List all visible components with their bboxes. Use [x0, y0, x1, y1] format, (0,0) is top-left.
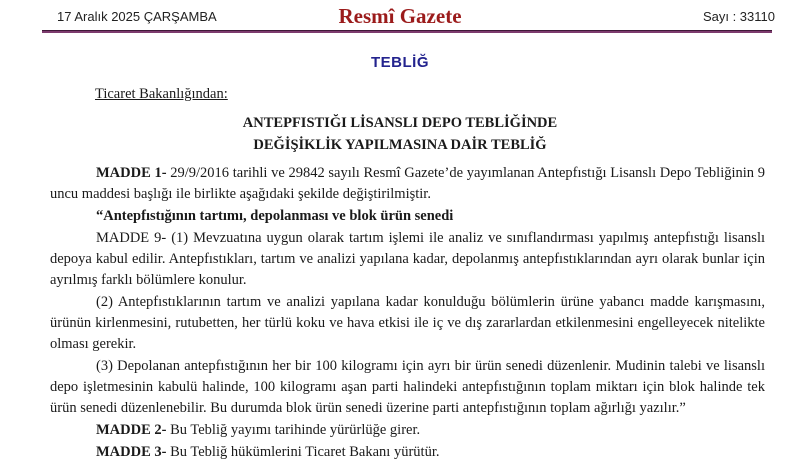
paragraph-madde-3: [50, 442, 765, 463]
paragraph-text: (3) Depolanan antepfıstığının her bir 100 kilogramı için ayrı bir ürün senedi düzenlenir. Mudinin talebi ve lisanslı depo işletmesinin kabulü halinde, 100 kilogramı aşan parti halindeki antepfıstığının toplam miktarı için blok halinde tek ürün senedi düzenlenebilir. Bu durumda blok ürün senedi üzerine parti antepfıstığının toplam ağırlığı yazılır.”: [50, 358, 765, 416]
paragraph-lead: MADDE 2-: [96, 422, 167, 438]
decree-title-line2: DEĞİŞİKLİK YAPILMASINA DAİR TEBLİĞ: [253, 137, 547, 153]
paragraph-lead: MADDE 1-: [96, 165, 167, 181]
paragraph-lead: “Antepfıstığının tartımı, depolanması ve blok ürün senedi: [96, 208, 454, 224]
issuing-authority-line: Ticaret Bakanlığından:: [95, 86, 228, 102]
decree-body: [50, 163, 765, 463]
gazette-issue-number: Sayı : 33110: [702, 9, 775, 24]
paragraph-text: Bu Tebliğ yayımı tarihinde yürürlüğe girer.: [166, 422, 421, 438]
decree-title: [0, 112, 800, 156]
paragraph-madde-9-3: [50, 356, 765, 419]
paragraph-text: MADDE 9- (1) Mevzuatına uygun olarak tartım işlemi ile analiz ve sınıflandırması yapılmış antepfıstığı lisanslı depoya kabul edilir. Antepfıstıkları, tartım ve analizi yapılana kadar, depolanmış antepfıstıklarından ayrı olarak bunlar için ayrılmış farklı bölümlere konulur.: [50, 230, 765, 288]
section-heading: TEBLİĞ: [371, 54, 429, 71]
paragraph-quoted-heading: [50, 206, 765, 227]
paragraph-lead: MADDE 3-: [96, 444, 167, 460]
gazette-date: 17 Aralık 2025 ÇARŞAMBA: [57, 9, 217, 24]
paragraph-text: 29/9/2016 tarihli ve 29842 sayılı Resmî Gazete’de yayımlanan Antepfıstığı Lisanslı Depo Tebliğinin 9 uncu maddesi başlığı ile birlikte aşağıdaki şekilde değiştirilmiştir.: [50, 165, 765, 202]
decree-title-line1: ANTEPFISTIĞI LİSANSLI DEPO TEBLİĞİNDE: [242, 115, 558, 131]
paragraph-madde-2: [50, 420, 765, 441]
paragraph-text: Bu Tebliğ hükümlerini Ticaret Bakanı yürütür.: [166, 444, 440, 460]
paragraph-madde-9-1: [50, 228, 765, 291]
paragraph-text: (2) Antepfıstıklarının tartım ve analizi yapılana kadar konulduğu bölümlerin ürüne yabancı madde karışmasını, ürünün kirlenmesini, rutubetten, her türlü koku ve hava etkisi ile iç ve dış zararlardan etkilenmesini engelleyecek nitelikte olması gerekir.: [50, 294, 765, 352]
paragraph-madde-9-2: [50, 292, 765, 355]
paragraph-madde-1: [50, 163, 765, 205]
masthead-divider-rule: [42, 30, 772, 33]
gazette-title: Resmî Gazete: [338, 4, 462, 28]
